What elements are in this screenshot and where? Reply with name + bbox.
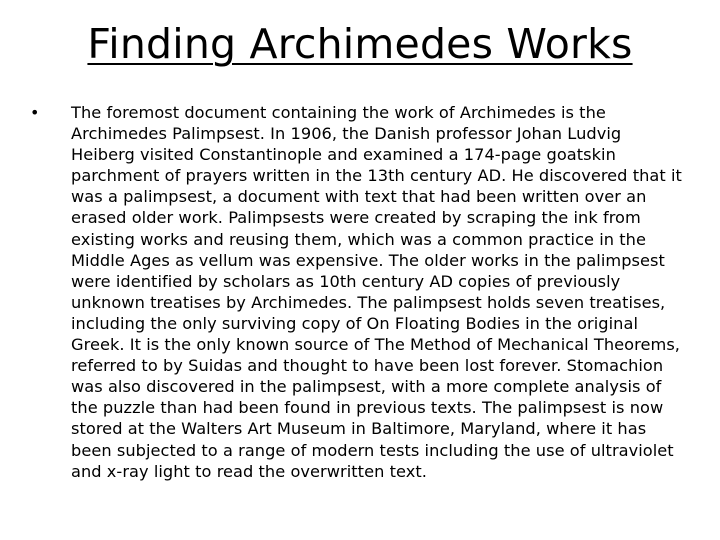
bullet-text: The foremost document containing the work of Archimedes is the Archimedes Palimpsest. In 1906, the Danish professor Johan Ludvig Heiberg visited Constantinople and examined a 174-page goatskin parchment of prayers written in the 13th century AD. He discovered that it was a palimpsest, a document with text that had been written over an erased older work. Palimpsests were created by scraping the ink from existing works and reusing them, which was a common practice in the Middle Ages as vellum was expensive. The older works in the palimpsest were identified by scholars as 10th century AD copies of previously unknown treatises by Archimedes. The palimpsest holds seven treatises, including the only surviving copy of On Floating Bodies in the original Greek. It is the only known source of The Method of Mechanical Theorems, referred to by Suidas and thought to have been lost forever. Stomachion was also discovered in the palimpsest, with a more complete analysis of the puzzle than had been found in previous texts. The palimpsest is now stored at the Walters Art Museum in Baltimore, Maryland, where it has been subjected to a range of modern tests including the use of ultraviolet and x-ray light to read the overwritten text. (71, 103, 682, 481)
bullet-dot-icon: • (30, 103, 40, 122)
slide-title: Finding Archimedes Works (87, 20, 633, 68)
bullet-item (30, 102, 690, 482)
bullet-list (30, 102, 690, 482)
